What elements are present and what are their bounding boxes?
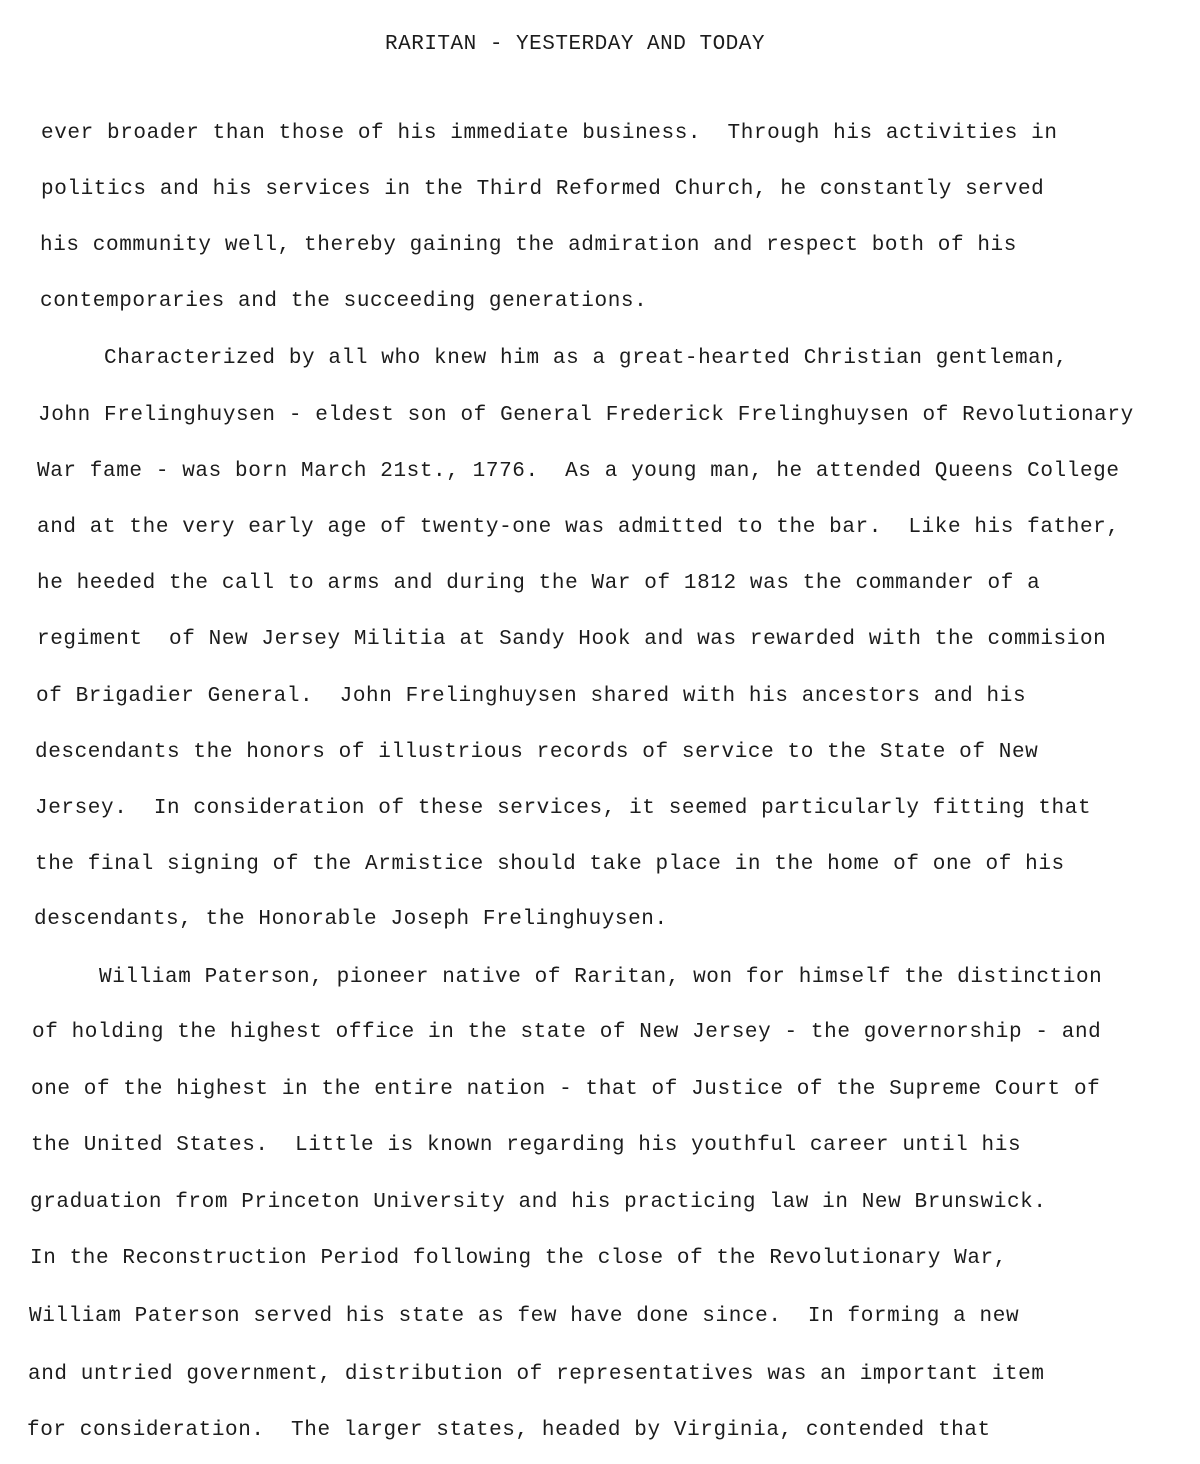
body-line-11: of Brigadier General. John Frelinghuysen shared with his ancestors and his xyxy=(36,685,1027,708)
body-line-5: Characterized by all who knew him as a great-hearted Christian gentleman, xyxy=(104,347,1068,370)
running-title: RARITAN - YESTERDAY AND TODAY xyxy=(385,33,765,56)
body-line-2: politics and his services in the Third Reformed Church, he constantly served xyxy=(41,178,1045,201)
body-line-14: the final signing of the Armistice should take place in the home of one of his xyxy=(35,853,1065,876)
body-line-22: William Paterson served his state as few have done since. In forming a new xyxy=(29,1305,1020,1328)
body-line-6: John Frelinghuysen - eldest son of General Frederick Frelinghuysen of Revolutionary xyxy=(38,404,1134,427)
body-line-23: and untried government, distribution of representatives was an important item xyxy=(28,1363,1045,1386)
body-line-16: William Paterson, pioneer native of Raritan, won for himself the distinction xyxy=(99,966,1103,989)
body-line-8: and at the very early age of twenty-one was admitted to the bar. Like his father, xyxy=(37,516,1120,539)
body-line-20: graduation from Princeton University and his practicing law in New Brunswick. xyxy=(30,1191,1047,1214)
body-line-4: contemporaries and the succeeding generations. xyxy=(40,290,648,313)
body-line-21: In the Reconstruction Period following the close of the Revolutionary War, xyxy=(30,1247,1007,1270)
body-line-24: for consideration. The larger states, headed by Virginia, contended that xyxy=(27,1419,991,1442)
body-line-3: his community well, thereby gaining the admiration and respect both of his xyxy=(40,234,1017,257)
body-line-1: ever broader than those of his immediate business. Through his activities in xyxy=(41,122,1058,145)
body-line-7: War fame - was born March 21st., 1776. As a young man, he attended Queens College xyxy=(37,460,1120,483)
body-line-15: descendants, the Honorable Joseph Frelinghuysen. xyxy=(34,908,668,931)
body-line-9: he heeded the call to arms and during the War of 1812 was the commander of a xyxy=(37,572,1041,595)
body-line-19: the United States. Little is known regarding his youthful career until his xyxy=(31,1134,1022,1157)
body-line-12: descendants the honors of illustrious records of service to the State of New xyxy=(35,741,1039,764)
body-line-17: of holding the highest office in the state of New Jersey - the governorship - and xyxy=(32,1021,1102,1044)
body-line-13: Jersey. In consideration of these services, it seemed particularly fitting that xyxy=(35,797,1092,820)
body-line-18: one of the highest in the entire nation - that of Justice of the Supreme Court of xyxy=(31,1078,1101,1101)
body-line-10: regiment of New Jersey Militia at Sandy Hook and was rewarded with the commision xyxy=(37,628,1107,651)
